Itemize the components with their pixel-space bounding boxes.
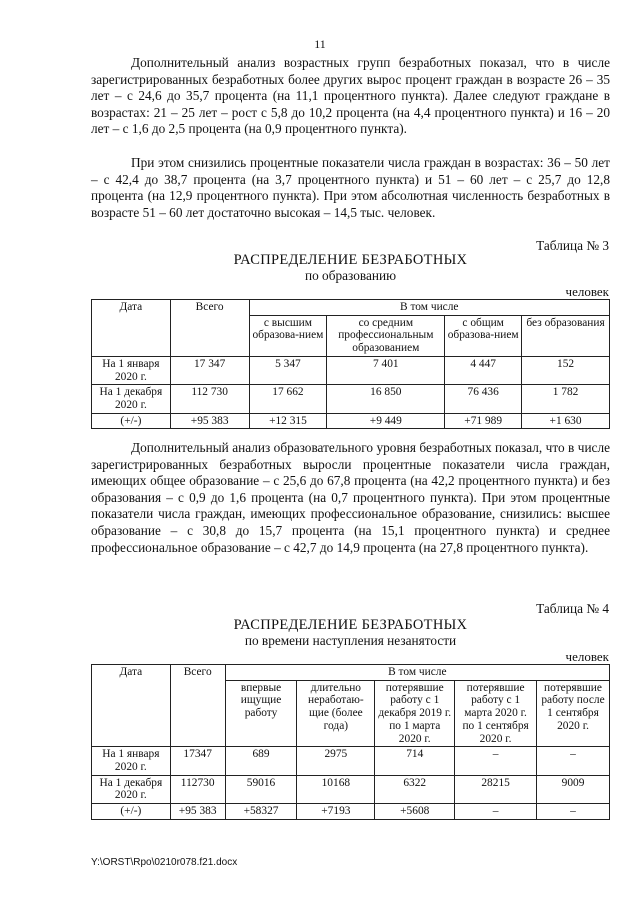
table3-title: РАСПРЕДЕЛЕНИЕ БЕЗРАБОТНЫХ: [233, 252, 468, 268]
header-group: В том числе: [225, 665, 609, 681]
table-row: [92, 413, 610, 429]
table3-unit: человек: [565, 284, 609, 299]
table-cell: 714: [375, 747, 455, 775]
header-total: Всего: [170, 665, 225, 747]
table-cell: +12 315: [249, 413, 327, 429]
table-cell: 17 662: [249, 385, 327, 413]
table-cell: 7 401: [327, 356, 445, 384]
header-first-time-seekers: впервые ищущие работу: [225, 680, 297, 747]
header-total: Всего: [170, 300, 249, 357]
table-cell: 4 447: [445, 356, 522, 384]
table4-unit: человек: [565, 649, 609, 664]
table-row: [92, 356, 610, 384]
header-group: В том числе: [249, 300, 609, 316]
table-row: [92, 775, 610, 803]
header-date: Дата: [92, 665, 171, 747]
table-cell: На 1 декабря 2020 г.: [92, 775, 171, 803]
table-cell: 9009: [537, 775, 610, 803]
header-secondary-professional: со средним профессиональным образованием: [327, 315, 445, 356]
table-row: [92, 385, 610, 413]
table-cell: На 1 декабря 2020 г.: [92, 385, 171, 413]
table-cell: +5608: [375, 804, 455, 820]
table-unemployment-time: [91, 664, 610, 820]
table-cell: На 1 января 2020 г.: [92, 747, 171, 775]
table4-subtitle: по времени наступления незанятости: [244, 633, 457, 648]
table4-title: РАСПРЕДЕЛЕНИЕ БЕЗРАБОТНЫХ: [233, 617, 468, 633]
header-higher-education: с высшим образова-нием: [249, 315, 327, 356]
table-cell: +7193: [297, 804, 375, 820]
table-cell: 17347: [170, 747, 225, 775]
footer-file-path: Y:\ORST\Rpo\0210r078.f21.docx: [91, 857, 238, 868]
header-no-education: без образования: [522, 315, 610, 356]
table-cell: 17 347: [170, 356, 249, 384]
table-row: [92, 804, 610, 820]
table4-label: Таблица № 4: [536, 601, 609, 616]
table-education: [91, 299, 610, 429]
table-cell: 6322: [375, 775, 455, 803]
table-cell: 10168: [297, 775, 375, 803]
table-cell: +95 383: [170, 804, 225, 820]
table-header-row: [92, 665, 610, 681]
table-row: [92, 747, 610, 775]
table-cell: 76 436: [445, 385, 522, 413]
header-long-term-unemployed: длительно неработаю-щие (более года): [297, 680, 375, 747]
table-cell: +95 383: [170, 413, 249, 429]
table-cell: На 1 января 2020 г.: [92, 356, 171, 384]
paragraph-age-groups: Дополнительный анализ возрастных групп безработных показал, что в числе зарегистрированных безработных более других вырос процент граждан в возрасте 26 – 35 лет – с 24,6 до 35,7 процента (на 11,1 процентного пункта). Далее следуют граждане в возрастах: 21 – 25 лет – рост с 5,8 до 10,2 процента (на 4,4 процентного пункта) и 16 – 20 лет – с 1,6 до 2,5 процента (на 0,9 процентного пункта).: [91, 55, 610, 137]
table-cell: –: [455, 747, 537, 775]
table-cell: +1 630: [522, 413, 610, 429]
table-cell: –: [455, 804, 537, 820]
paragraph-education: Дополнительный анализ образовательного уровня безработных показал, что в числе зарегистрированных безработных выросли процентные показатели числа граждан, имеющих общее образование – с 25,6 до 67,8 процента (на 42,2 процентного пункта) и без образования – с 0,9 до 1,6 процента (на 0,7 процентного пункта). При этом процентные показатели числа граждан, имеющих профессиональное образование, снизились: высшее образование – с 30,8 до 15,7 процента (на 15,1 процентного пункта) и среднее профессиональное образование – с 42,7 до 14,9 процента (на 27,8 процентного пункта).: [91, 440, 610, 555]
table-cell: 28215: [455, 775, 537, 803]
table3-label: Таблица № 3: [536, 238, 609, 253]
header-lost-mar-sep: потерявшие работу с 1 марта 2020 г. по 1 сентября 2020 г.: [455, 680, 537, 747]
table-cell: 112 730: [170, 385, 249, 413]
table-cell: –: [537, 804, 610, 820]
table-cell: 5 347: [249, 356, 327, 384]
table-cell: 16 850: [327, 385, 445, 413]
header-lost-dec-mar: потерявшие работу с 1 декабря 2019 г. по 1 марта 2020 г.: [375, 680, 455, 747]
table-cell: 112730: [170, 775, 225, 803]
table3-subtitle: по образованию: [304, 268, 397, 283]
table-cell: +58327: [225, 804, 297, 820]
header-general-education: с общим образова-нием: [445, 315, 522, 356]
header-date: Дата: [92, 300, 171, 357]
table-cell: 689: [225, 747, 297, 775]
table-cell: 1 782: [522, 385, 610, 413]
table-cell: +9 449: [327, 413, 445, 429]
page-number: 11: [314, 37, 326, 51]
table-cell: –: [537, 747, 610, 775]
table-cell: 152: [522, 356, 610, 384]
table-cell: (+/-): [92, 804, 171, 820]
table-cell: 59016: [225, 775, 297, 803]
table-cell: (+/-): [92, 413, 171, 429]
header-lost-after-sep: потерявшие работу после 1 сентября 2020 г.: [537, 680, 610, 747]
paragraph-age-decline: При этом снизились процентные показатели числа граждан в возрастах: 36 – 50 лет – с 42,4 до 38,7 процента (на 3,7 процентного пункта) и 51 – 60 лет – с 25,7 до 12,8 процента (на 12,9 процентного пункта). При этом абсолютная численность безработных в возрасте 51 – 60 лет достаточно высокая – 14,5 тыс. человек.: [91, 155, 610, 220]
table-header-row: [92, 300, 610, 316]
table-cell: 2975: [297, 747, 375, 775]
table-cell: +71 989: [445, 413, 522, 429]
